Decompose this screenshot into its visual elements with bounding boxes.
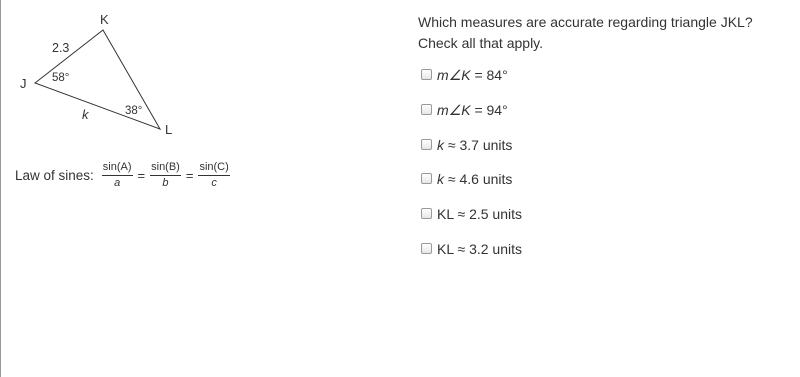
question-line: Which measures are accurate regarding triangle JKL? (418, 14, 753, 30)
fraction-b (150, 162, 181, 189)
angle-label-j: 58° (52, 72, 70, 84)
option-prefix: m∠K (437, 101, 471, 118)
law-of-sines-label: Law of sines: (15, 167, 94, 183)
option-kl-2-5[interactable] (421, 204, 522, 239)
option-prefix: KL (437, 206, 454, 223)
checkbox[interactable] (421, 208, 432, 219)
option-value: ≈ 4.6 units (444, 171, 513, 188)
option-k-4-6[interactable] (421, 169, 522, 204)
fraction-a-denominator: a (114, 176, 121, 189)
option-k-3-7[interactable] (421, 135, 522, 170)
option-value: = 84° (470, 67, 508, 83)
checkbox[interactable] (421, 243, 432, 254)
option-label (437, 169, 512, 189)
question-text (418, 12, 788, 54)
option-value: ≈ 3.7 units (444, 136, 513, 153)
option-label (437, 204, 522, 224)
option-value: ≈ 2.5 units (453, 206, 522, 223)
option-prefix: k (437, 136, 444, 153)
option-kl-3-2[interactable] (421, 239, 522, 274)
option-angle-k-84[interactable] (421, 65, 522, 100)
option-angle-k-94[interactable] (421, 100, 522, 135)
question-instruction: Check all that apply. (418, 35, 544, 51)
checkbox[interactable] (421, 139, 432, 150)
checkbox[interactable] (421, 173, 432, 184)
fraction-c-numerator: sin(C) (198, 162, 229, 176)
equals-sign: = (185, 167, 194, 183)
angle-label-l: 38° (125, 105, 143, 117)
option-label (437, 100, 508, 120)
vertex-label-k: K (100, 12, 109, 27)
checkbox[interactable] (421, 69, 432, 80)
equals-sign: = (137, 167, 146, 183)
fraction-c (198, 162, 229, 189)
option-label (437, 65, 508, 85)
checkbox[interactable] (421, 104, 432, 115)
option-prefix: KL (437, 240, 454, 257)
fraction-a-numerator: sin(A) (102, 162, 133, 176)
option-label (437, 135, 512, 155)
answer-options (421, 65, 522, 274)
vertex-label-j: J (20, 76, 27, 91)
vertex-label-l: L (165, 122, 173, 137)
side-label-k: k (82, 107, 89, 122)
triangle-diagram (0, 0, 260, 150)
option-value: = 94° (470, 101, 508, 118)
law-of-sines (15, 158, 232, 192)
fraction-c-denominator: c (211, 176, 217, 189)
fraction-b-denominator: b (162, 176, 169, 189)
option-value: ≈ 3.2 units (453, 240, 522, 257)
option-label (437, 239, 522, 259)
fraction-a (102, 162, 133, 189)
fraction-b-numerator: sin(B) (150, 162, 181, 176)
side-label-jk: 2.3 (52, 41, 70, 55)
option-prefix: k (437, 171, 444, 188)
option-prefix: m∠K (437, 67, 471, 83)
